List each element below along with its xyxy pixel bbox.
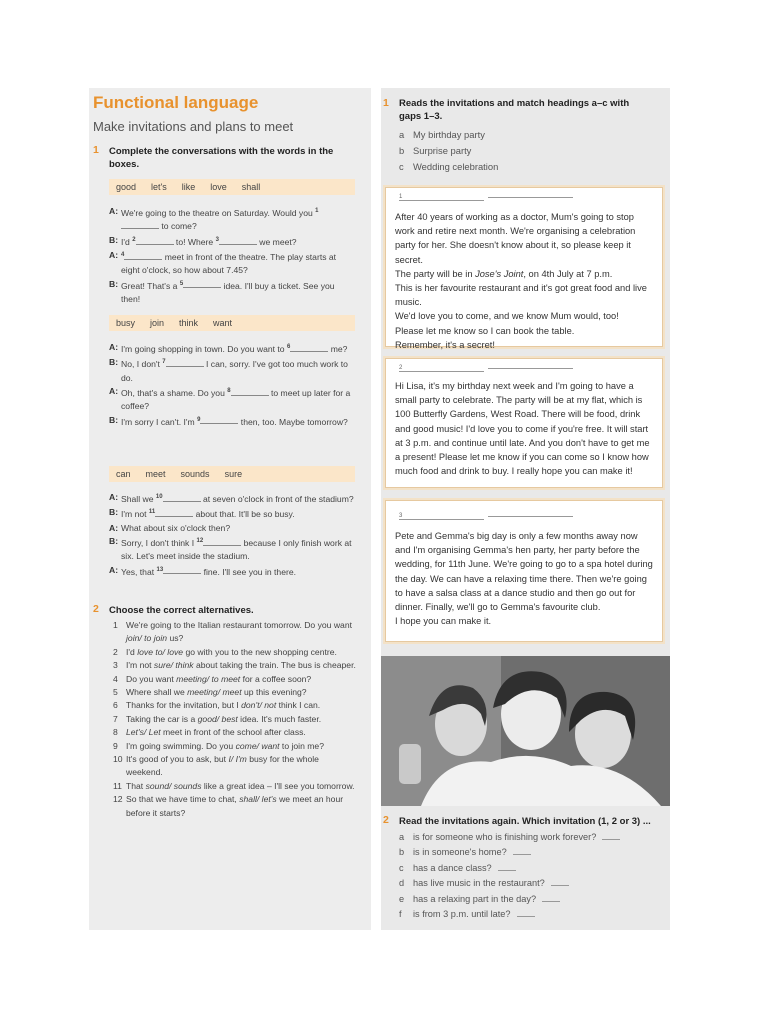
exercise-number: 1 [93, 144, 99, 156]
card-line: Hi Lisa, it's my birthday next week and I'm going to have a small party to celebrate. The party will be at my flat, which is 100 Butterfly Gardens, West Road. There will be food, drink and good music! I'd love you to come if you're free. It will start at 3 p.m. and continue until late. And you don't have to get me a present! Please let me know if you can come so I know how much food and drink to buy. I really hope you can make it! [395, 381, 650, 477]
section-title: Functional language [93, 93, 259, 112]
photo-three-women [381, 656, 670, 806]
question-item: e has a relaxing part in the day? [399, 892, 620, 907]
dialog-text: Yes, that $^{13}$ fine. I'll see you in there. [121, 566, 297, 577]
left-column [89, 88, 371, 930]
item-number: 4 [113, 673, 118, 684]
box-word: love [210, 182, 227, 192]
list-item [113, 713, 357, 726]
question-item: b is in someone's home? [399, 845, 620, 860]
dialog-line [109, 249, 355, 278]
box-word: let's [151, 182, 167, 192]
box-word: good [116, 182, 137, 192]
gap-number: 12 [196, 537, 204, 544]
exercise-number: 2 [383, 814, 389, 826]
dialog-line [109, 414, 355, 429]
word-box-1 [109, 179, 355, 195]
gap-number: 1 [315, 208, 319, 214]
list-item [113, 740, 357, 753]
item-text[interactable]: It's good of you to ask, but I/ I'm busy for the whole weekend. [126, 754, 319, 778]
answer-gap[interactable] [231, 387, 269, 396]
dialog-text: I'm not $^{11}$ about that. It'll be so busy. [121, 509, 295, 520]
answer-blank[interactable] [602, 839, 620, 840]
answer-gap[interactable] [136, 236, 174, 245]
exercise-number: 1 [383, 97, 389, 109]
option-item: c Wedding celebration [399, 161, 499, 172]
gap-number: 13 [156, 566, 164, 573]
item-text[interactable]: Thanks for the invitation, but I don't/ not think I can. [126, 700, 321, 711]
speaker-label: A: [109, 249, 119, 260]
box-word: like [181, 182, 196, 192]
gap-number: 5 [179, 280, 184, 287]
dialog-text: No, I don't $^7$ I can, sorry. I've got too much work to do. [121, 359, 348, 383]
dialog-text: $^4$ meet in front of the theatre. The play starts at eight o'clock, so how about 7.45? [121, 251, 337, 276]
question-item: f is from 3 p.m. until late? [399, 907, 620, 922]
exercise-number: 2 [93, 603, 99, 615]
card-line: I hope you can make it. [395, 616, 492, 627]
card-text [395, 379, 653, 478]
heading-options [399, 127, 498, 175]
box-word: think [179, 318, 199, 328]
speaker-label: A: [109, 385, 119, 396]
question-item: d has live music in the restaurant? [399, 876, 620, 891]
dialog-1 [109, 205, 355, 306]
item-number: 12 [113, 794, 123, 805]
card-line: Pete and Gemma's big day is only a few months away now and I'm organising Gemma's hen party, her party before the wedding, for 11th June. We're going to go to a spa hotel during the day. We can have a relaxing time there. Then we're going to have a salsa class at a dance studio and then go out for dinner. Finally, we'll go to Gemma's favourite club. [395, 531, 653, 613]
card-line: Please let me know so I can book the table. [395, 325, 575, 336]
dialog-line [109, 491, 355, 506]
card-gap-label: 3 [395, 513, 573, 520]
answer-gap[interactable] [203, 537, 241, 546]
box-word: join [150, 318, 165, 328]
dialog-line [109, 535, 355, 564]
option-item: a My birthday party [399, 129, 485, 140]
answer-blank[interactable] [517, 916, 535, 917]
speaker-label: A: [109, 492, 119, 502]
answer-gap[interactable] [200, 415, 238, 424]
speaker-label: B: [109, 357, 119, 368]
card-line: After 40 years of working as a doctor, Mum's going to stop work and retire next month. We're organising a celebration party for her. She doesn't know about it, so please keep it secret. [395, 212, 636, 265]
box-word: can [116, 469, 131, 479]
dialog-line [109, 564, 355, 579]
card-text [395, 210, 653, 352]
list-item [113, 673, 357, 686]
right-column [381, 88, 670, 930]
item-number: 5 [113, 687, 118, 698]
gap-number: 6 [286, 344, 291, 350]
answer-gap[interactable] [183, 279, 221, 288]
invitation-card-3 [385, 500, 663, 642]
word-box-2 [109, 315, 355, 331]
gap-number: 7 [162, 359, 166, 366]
dialog-line [109, 278, 355, 307]
section-subtitle: Make invitations and plans to meet [93, 119, 294, 134]
dialog-line [109, 341, 355, 356]
item-text[interactable]: That sound/ sounds like a great idea – I'll see you tomorrow. [126, 780, 355, 791]
list-item [113, 726, 357, 739]
speaker-label: A: [109, 206, 119, 216]
item-number: 3 [113, 660, 118, 671]
exercise-heading: Read the invitations again. Which invitation (1, 2 or 3) ... [399, 816, 651, 827]
list-item [113, 753, 357, 780]
item-text[interactable]: We're going to the Italian restaurant tomorrow. Do you want join/ to join us? [126, 620, 352, 644]
box-word: sounds [180, 469, 210, 479]
dialog-line [109, 205, 355, 234]
item-number: 10 [113, 754, 123, 765]
item-number: 9 [113, 740, 118, 751]
box-word: meet [145, 469, 166, 479]
item-text[interactable]: Do you want meeting/ to meet for a coffee soon? [126, 673, 312, 684]
item-number: 8 [113, 727, 118, 738]
item-number: 2 [113, 646, 118, 657]
dialog-text: Sorry, I don't think I $^{12}$ because I only finish work at six. Let's meet inside the stadium. [121, 537, 352, 562]
answer-gap[interactable] [163, 565, 201, 574]
exercise-heading: Reads the invitations and match headings a–c with gaps 1–3. [399, 98, 630, 122]
dialog-text: We're going to the theatre on Saturday. Would you $^1$ to come? [121, 207, 319, 232]
speaker-label: A: [109, 342, 119, 352]
gap-number: 9 [197, 416, 201, 423]
answer-gap[interactable] [163, 493, 201, 502]
question-item: a is for someone who is finishing work forever? [399, 830, 620, 845]
item-text[interactable]: I'm not sure/ think about taking the train. The bus is cheaper. [126, 660, 356, 671]
speaker-label: B: [109, 507, 119, 518]
exercise-heading: Complete the conversations with the words in the boxes. [109, 146, 334, 170]
photo-illustration [381, 656, 670, 806]
item-number: 6 [113, 700, 118, 711]
answer-gap[interactable] [124, 251, 162, 260]
dialog-text: What about six o'clock then? [121, 522, 231, 533]
box-word: want [213, 318, 233, 328]
invitation-card-1 [385, 187, 663, 350]
item-number: 7 [113, 713, 118, 724]
list-item [113, 659, 357, 672]
item-text[interactable]: I'm going swimming. Do you come/ want to join me? [126, 740, 324, 751]
list-item [113, 793, 357, 820]
list-item [113, 619, 357, 646]
card-line: The party will be in Jose's Joint, on 4th July at 7 p.m. [395, 268, 613, 279]
list-item [113, 780, 357, 793]
answer-blank[interactable] [551, 885, 569, 886]
dialog-line [109, 385, 355, 414]
card-line: We'd love you to come, and we know Mum would, too! [395, 311, 619, 322]
list-item [113, 686, 357, 699]
gap-number: 4 [121, 251, 125, 258]
box-word: sure [224, 469, 243, 479]
dialog-line [109, 506, 355, 521]
card-line: Remember, it's a secret! [395, 339, 495, 350]
speaker-label: B: [109, 535, 119, 546]
item-text[interactable]: I'd love to/ love go with you to the new shopping centre. [126, 646, 337, 657]
dialog-text: Oh, that's a shame. Do you $^8$ to meet up later for a coffee? [121, 387, 351, 412]
dialog-line [109, 356, 355, 385]
dialog-text: Great! That's a $^5$ idea. I'll buy a ticket. See you then! [121, 280, 335, 304]
gap-number: 10 [155, 494, 163, 500]
answer-gap[interactable] [121, 220, 159, 229]
dialog-line [109, 522, 355, 535]
dialog-text: I'm going shopping in town. Do you want to $^6$ me? [121, 343, 348, 354]
item-text[interactable]: Let's/ Let meet in front of the school after class. [126, 727, 306, 738]
item-text[interactable]: Where shall we meeting/ meet up this evening? [126, 687, 307, 698]
list-item [113, 699, 357, 712]
question-item: c has a dance class? [399, 861, 620, 876]
speaker-label: A: [109, 564, 119, 575]
answer-gap[interactable] [155, 508, 193, 517]
alternatives-list [113, 619, 357, 820]
gap-number: 2 [132, 236, 136, 243]
answer-gap[interactable] [166, 358, 204, 367]
speaker-label: B: [109, 278, 119, 289]
box-word: busy [116, 318, 136, 328]
dialog-text: I'm sorry I can't. I'm $^9$ then, too. Maybe tomorrow? [121, 416, 348, 427]
list-item [113, 646, 357, 659]
dialog-2 [109, 341, 355, 429]
item-text[interactable]: Taking the car is a good/ best idea. It's much faster. [126, 713, 322, 724]
gap-number: 8 [227, 387, 231, 394]
item-number: 11 [113, 780, 122, 791]
dialog-text: Shall we $^{10}$ at seven o'clock in front of the stadium? [121, 493, 354, 504]
word-box-3 [109, 466, 355, 482]
card-gap-label: 1 [395, 194, 573, 201]
answer-blank[interactable] [513, 854, 531, 855]
item-text[interactable]: So that we have time to chat, shall/ let's we meet an hour before it starts? [126, 794, 344, 818]
speaker-label: B: [109, 234, 119, 245]
dialog-text: I'd $^2$ to! Where $^3$ we meet? [121, 236, 297, 247]
worksheet-page [89, 88, 670, 930]
gap-number: 11 [148, 509, 156, 516]
card-line: This is her favourite restaurant and it's got great food and live music. [395, 283, 647, 308]
gap-number: 3 [215, 236, 219, 243]
answer-gap[interactable] [290, 343, 328, 352]
card-text [395, 529, 653, 628]
box-word: shall [241, 182, 261, 192]
speaker-label: B: [109, 414, 119, 425]
invitation-card-2 [385, 358, 663, 488]
answer-blank[interactable] [542, 901, 560, 902]
option-item: b Surprise party [399, 145, 472, 156]
answer-blank[interactable] [498, 870, 516, 871]
item-number: 1 [113, 620, 118, 630]
dialog-line [109, 234, 355, 249]
speaker-label: A: [109, 522, 119, 533]
exercise-heading: Choose the correct alternatives. [109, 605, 254, 616]
question-list [399, 830, 620, 922]
card-gap-label: 2 [395, 365, 573, 372]
answer-gap[interactable] [219, 236, 257, 245]
dialog-3 [109, 491, 355, 579]
